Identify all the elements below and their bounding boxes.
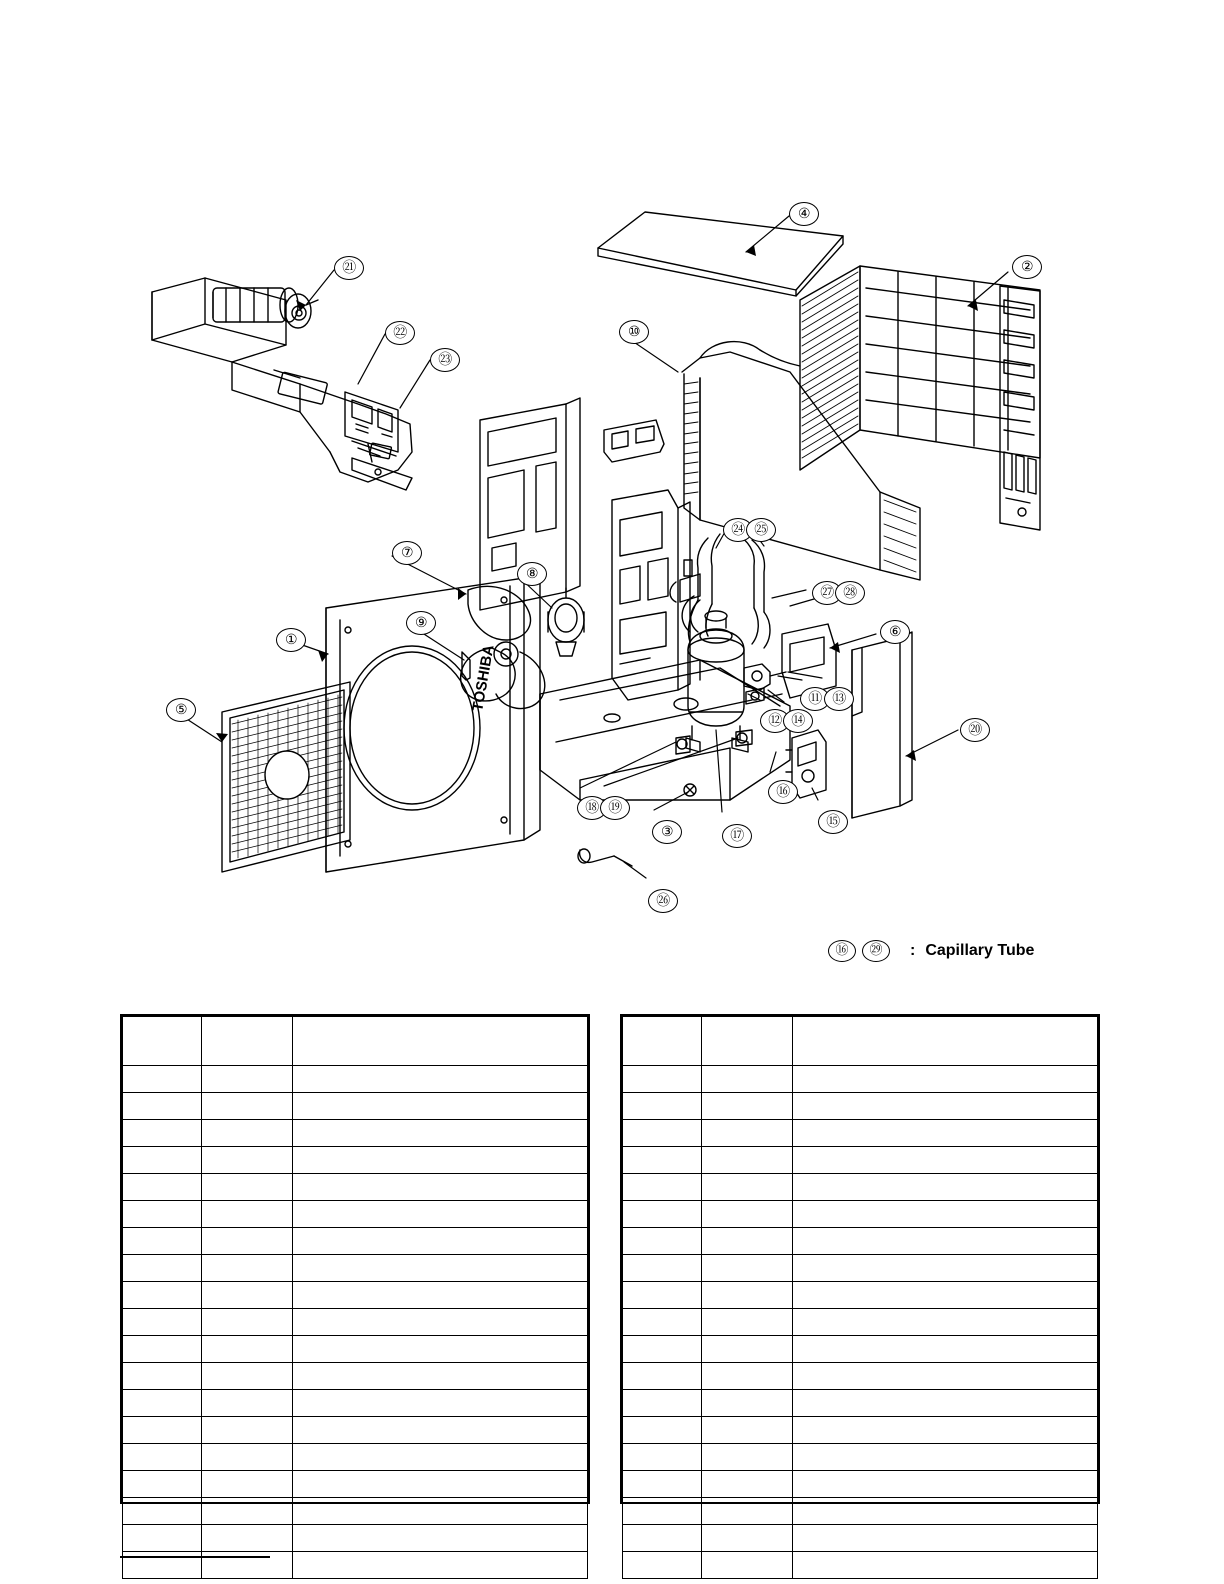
table-row bbox=[123, 1282, 588, 1309]
table-cell bbox=[793, 1093, 1098, 1120]
table-cell bbox=[202, 1120, 293, 1147]
table-cell bbox=[293, 1093, 588, 1120]
table-cell bbox=[702, 1120, 793, 1147]
table-row bbox=[623, 1390, 1098, 1417]
table-cell bbox=[702, 1552, 793, 1579]
callout-16: ⑯ bbox=[768, 780, 798, 804]
table-cell bbox=[293, 1363, 588, 1390]
table-cell bbox=[623, 1471, 702, 1498]
table-cell bbox=[623, 1444, 702, 1471]
table-cell bbox=[202, 1093, 293, 1120]
table-cell bbox=[793, 1201, 1098, 1228]
side-panel bbox=[852, 632, 912, 818]
table-row bbox=[123, 1201, 588, 1228]
header-description bbox=[293, 1017, 588, 1066]
table-cell bbox=[793, 1471, 1098, 1498]
table-body-left bbox=[123, 1066, 588, 1579]
callout-6: ⑥ bbox=[880, 620, 910, 644]
table-cell bbox=[123, 1471, 202, 1498]
callout-5: ⑤ bbox=[166, 698, 196, 722]
table-cell bbox=[702, 1417, 793, 1444]
table-cell bbox=[702, 1363, 793, 1390]
table-cell bbox=[123, 1255, 202, 1282]
table-row bbox=[123, 1120, 588, 1147]
table-row bbox=[623, 1255, 1098, 1282]
legend-bubble-16: ⑯ bbox=[828, 940, 856, 962]
table-cell bbox=[793, 1120, 1098, 1147]
base-pan bbox=[540, 660, 790, 800]
callout-26: ㉗ bbox=[812, 581, 842, 605]
table-row bbox=[623, 1201, 1098, 1228]
table-cell bbox=[793, 1228, 1098, 1255]
callout-1: ① bbox=[276, 628, 306, 652]
table-cell bbox=[202, 1174, 293, 1201]
table-cell bbox=[293, 1417, 588, 1444]
table-cell bbox=[623, 1390, 702, 1417]
callout-2: ② bbox=[1012, 255, 1042, 279]
table-cell bbox=[202, 1066, 293, 1093]
table-cell bbox=[793, 1417, 1098, 1444]
table-cell bbox=[293, 1552, 588, 1579]
header-no bbox=[623, 1017, 702, 1066]
table-cell bbox=[623, 1255, 702, 1282]
table-cell bbox=[123, 1147, 202, 1174]
callout-22: ㉒ bbox=[385, 321, 415, 345]
table-cell bbox=[293, 1525, 588, 1552]
table-row bbox=[623, 1444, 1098, 1471]
callout-14: ⑭ bbox=[783, 709, 813, 733]
header-location bbox=[202, 1017, 293, 1066]
table-row bbox=[123, 1471, 588, 1498]
callout-12: ⑫ bbox=[760, 709, 790, 733]
table-row bbox=[123, 1174, 588, 1201]
callout-8: ⑧ bbox=[517, 562, 547, 586]
table-cell bbox=[702, 1525, 793, 1552]
table-cell bbox=[202, 1282, 293, 1309]
table-row bbox=[123, 1255, 588, 1282]
parts-table-right bbox=[620, 1014, 1100, 1504]
table-cell bbox=[293, 1309, 588, 1336]
table-cell bbox=[623, 1552, 702, 1579]
callout-13: ⑬ bbox=[824, 687, 854, 711]
sensor-thermistor bbox=[578, 849, 632, 866]
table-cell bbox=[702, 1444, 793, 1471]
callout-15: ⑮ bbox=[818, 810, 848, 834]
table-row bbox=[123, 1417, 588, 1444]
table-cell bbox=[123, 1066, 202, 1093]
table-cell bbox=[702, 1147, 793, 1174]
callout-4: ④ bbox=[789, 202, 819, 226]
table-row bbox=[623, 1363, 1098, 1390]
legend-bubble-29: ㉙ bbox=[862, 940, 890, 962]
table-body-right bbox=[623, 1066, 1098, 1579]
table-cell bbox=[123, 1120, 202, 1147]
table-cell bbox=[702, 1201, 793, 1228]
table-header-row bbox=[623, 1017, 1098, 1066]
table-cell bbox=[123, 1309, 202, 1336]
callout-19: ⑲ bbox=[600, 796, 630, 820]
table-cell bbox=[793, 1309, 1098, 1336]
table-cell bbox=[202, 1147, 293, 1174]
table-cell bbox=[293, 1282, 588, 1309]
table-cell bbox=[623, 1498, 702, 1525]
callout-17: ⑰ bbox=[722, 824, 752, 848]
table-row bbox=[123, 1309, 588, 1336]
motor-bracket-assembly bbox=[152, 278, 412, 490]
table-row bbox=[623, 1525, 1098, 1552]
table-row bbox=[623, 1309, 1098, 1336]
table-row bbox=[623, 1174, 1098, 1201]
clamp-bracket bbox=[604, 420, 664, 462]
table-cell bbox=[702, 1336, 793, 1363]
table-cell bbox=[623, 1336, 702, 1363]
table-cell bbox=[623, 1525, 702, 1552]
table-row bbox=[123, 1363, 588, 1390]
table-cell bbox=[293, 1066, 588, 1093]
callout-10: ⑩ bbox=[619, 320, 649, 344]
table-cell bbox=[123, 1093, 202, 1120]
table-cell bbox=[202, 1390, 293, 1417]
table-cell bbox=[793, 1363, 1098, 1390]
table-cell bbox=[623, 1147, 702, 1174]
footer-rule bbox=[120, 1556, 270, 1558]
table-cell bbox=[702, 1228, 793, 1255]
table-cell bbox=[702, 1255, 793, 1282]
table-cell bbox=[293, 1228, 588, 1255]
table-cell bbox=[793, 1255, 1098, 1282]
callout-28: ㉖ bbox=[648, 889, 678, 913]
table-cell bbox=[202, 1417, 293, 1444]
table-row bbox=[623, 1066, 1098, 1093]
table-row bbox=[623, 1120, 1098, 1147]
header-location bbox=[702, 1017, 793, 1066]
table-cell bbox=[202, 1444, 293, 1471]
table-cell bbox=[793, 1336, 1098, 1363]
table-cell bbox=[123, 1444, 202, 1471]
compressor-shroud bbox=[612, 490, 690, 700]
callout-18: ⑱ bbox=[577, 796, 607, 820]
header-no bbox=[123, 1017, 202, 1066]
table-cell bbox=[793, 1174, 1098, 1201]
table-cell bbox=[293, 1390, 588, 1417]
table-cell bbox=[123, 1201, 202, 1228]
table-cell bbox=[202, 1525, 293, 1552]
table-cell bbox=[293, 1174, 588, 1201]
table-cell bbox=[293, 1120, 588, 1147]
table-cell bbox=[293, 1444, 588, 1471]
table-row bbox=[623, 1147, 1098, 1174]
table-cell bbox=[702, 1471, 793, 1498]
table-cell bbox=[202, 1228, 293, 1255]
table-cell bbox=[793, 1282, 1098, 1309]
table-cell bbox=[793, 1525, 1098, 1552]
front-grille bbox=[222, 682, 350, 872]
table-cell bbox=[623, 1120, 702, 1147]
table-cell bbox=[793, 1147, 1098, 1174]
svg-text:TOSHIBA: TOSHIBA bbox=[469, 643, 498, 713]
table-cell bbox=[202, 1309, 293, 1336]
table-cell bbox=[202, 1336, 293, 1363]
table-cell bbox=[123, 1282, 202, 1309]
table-cell bbox=[123, 1363, 202, 1390]
capillary-tube-legend bbox=[828, 940, 1034, 962]
table-cell bbox=[123, 1417, 202, 1444]
table-cell bbox=[793, 1390, 1098, 1417]
table-cell bbox=[793, 1552, 1098, 1579]
table-cell bbox=[623, 1066, 702, 1093]
table-row bbox=[123, 1336, 588, 1363]
callout-23: ㉓ bbox=[430, 348, 460, 372]
table-cell bbox=[623, 1282, 702, 1309]
callout-24: ㉔ bbox=[723, 518, 753, 542]
table-row bbox=[623, 1498, 1098, 1525]
table-cell bbox=[293, 1201, 588, 1228]
callout-27: ㉘ bbox=[835, 581, 865, 605]
table-cell bbox=[793, 1066, 1098, 1093]
table-row bbox=[623, 1336, 1098, 1363]
table-row bbox=[123, 1525, 588, 1552]
table-cell bbox=[293, 1147, 588, 1174]
table-cell bbox=[702, 1309, 793, 1336]
table-row bbox=[123, 1498, 588, 1525]
table-row bbox=[123, 1390, 588, 1417]
table-cell bbox=[702, 1174, 793, 1201]
table-cell bbox=[623, 1309, 702, 1336]
table-cell bbox=[123, 1336, 202, 1363]
table-row bbox=[623, 1552, 1098, 1579]
table-cell bbox=[202, 1201, 293, 1228]
callout-25: ㉕ bbox=[746, 518, 776, 542]
table-row bbox=[123, 1147, 588, 1174]
table-cell bbox=[623, 1093, 702, 1120]
table-cell bbox=[702, 1498, 793, 1525]
table-cell bbox=[293, 1498, 588, 1525]
table-cell bbox=[293, 1471, 588, 1498]
table-cell bbox=[123, 1498, 202, 1525]
table-cell bbox=[623, 1228, 702, 1255]
table-cell bbox=[623, 1174, 702, 1201]
table-cell bbox=[123, 1174, 202, 1201]
leader-arrowheads bbox=[216, 245, 978, 761]
table-row bbox=[623, 1228, 1098, 1255]
legend-colon: : bbox=[910, 942, 916, 959]
callout-3: ③ bbox=[652, 820, 682, 844]
table-cell bbox=[123, 1390, 202, 1417]
callout-20: ⑳ bbox=[960, 718, 990, 742]
table-cell bbox=[202, 1255, 293, 1282]
table-cell bbox=[123, 1228, 202, 1255]
table-row bbox=[623, 1093, 1098, 1120]
table-cell bbox=[293, 1255, 588, 1282]
legend-text: Capillary Tube bbox=[925, 942, 1035, 959]
table-cell bbox=[702, 1093, 793, 1120]
table-cell bbox=[202, 1363, 293, 1390]
table-cell bbox=[623, 1201, 702, 1228]
table-cell bbox=[623, 1417, 702, 1444]
table-row bbox=[123, 1444, 588, 1471]
table-row bbox=[623, 1417, 1098, 1444]
table-cell bbox=[202, 1498, 293, 1525]
table-row bbox=[123, 1093, 588, 1120]
table-row bbox=[623, 1471, 1098, 1498]
callout-21: ㉑ bbox=[334, 256, 364, 280]
table-header-row bbox=[123, 1017, 588, 1066]
callout-11: ⑪ bbox=[800, 687, 830, 711]
table-cell bbox=[123, 1525, 202, 1552]
table-row bbox=[623, 1282, 1098, 1309]
table-row bbox=[123, 1066, 588, 1093]
table-cell bbox=[702, 1282, 793, 1309]
table-cell bbox=[702, 1066, 793, 1093]
table-row bbox=[123, 1228, 588, 1255]
compressor bbox=[686, 611, 748, 752]
callout-7: ⑦ bbox=[392, 541, 422, 565]
table-cell bbox=[702, 1390, 793, 1417]
parts-table-left bbox=[120, 1014, 590, 1504]
table-cell bbox=[202, 1471, 293, 1498]
callout-9: ⑨ bbox=[406, 611, 436, 635]
table-cell bbox=[623, 1363, 702, 1390]
table-cell bbox=[793, 1444, 1098, 1471]
table-cell bbox=[793, 1498, 1098, 1525]
header-description bbox=[793, 1017, 1098, 1066]
table-cell bbox=[293, 1336, 588, 1363]
